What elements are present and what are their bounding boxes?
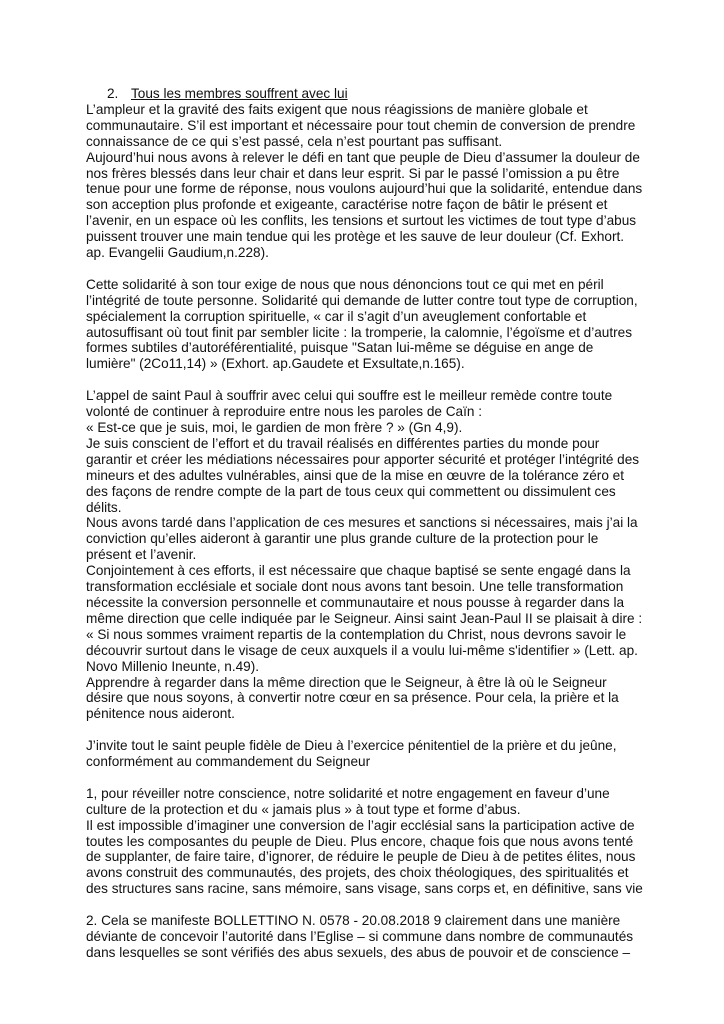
section-heading: [107, 86, 646, 102]
section-title: Tous les membres souffrent avec lui: [131, 86, 348, 101]
body-paragraph: J’invite tout le saint peuple fidèle de Dieu à l’exercice pénitentiel de la prière et du jeûne, conformément au commandement du Seigneur: [86, 738, 617, 770]
body-paragraph: Il est impossible d’imaginer une conversion de l’agir ecclésial sans la participation active de toutes les composantes du peuple de Dieu. Plus encore, chaque fois que nous avons tenté de supplanter, de faire taire, d’ignorer, de réduire le peuple de Dieu à de petites élites, nous avons construit des communautés, des projets, des choix théologiques, des spiritualités et des structures sans racine, sans mémoire, sans visage, sans corps et, en définitive, sans vie: [86, 817, 643, 897]
body-paragraph: Conjointement à ces efforts, il est nécessaire que chaque baptisé se sente engagé dans la transformation ecclésiale et sociale dont nous avons tant besoin. Une telle transformation nécessite la conversion personnelle et communautaire et nous pousse à regarder dans la même direction que celle indiquée par le Seigneur. Ainsi saint Jean-Paul II se plaisait à dire : « Si nous sommes vraiment repartis de la contemplation du Christ, nous devrons savoir le découvrir surtout dans le visage de ceux auxquels il a voulu lui-même s'identifier » (Lett. ap. Novo Millenio Ineunte, n.49).: [86, 563, 643, 674]
document-page: [86, 86, 646, 961]
paragraph-spacer: [86, 722, 646, 738]
body-paragraph: Je suis conscient de l’effort et du travail réalisés en différentes parties du monde pour garantir et créer les médiations nécessaires pour apporter sécurité et protéger l’intégrité des mineurs et des adultes vulnérables, ainsi que de la mise en œuvre de la tolérance zéro et des façons de rendre compte de la part de tous ceux qui commettent ou dissimulent ces délits.: [86, 435, 640, 515]
paragraph-spacer: [86, 372, 646, 388]
body-paragraph: Apprendre à regarder dans la même direction que le Seigneur, à être là où le Seigneur désire que nous soyons, à convertir notre cœur en sa présence. Pour cela, la prière et la pénitence nous aideront.: [86, 674, 619, 722]
section-number: 2.: [107, 86, 119, 101]
body-paragraph: Nous avons tardé dans l’application de ces mesures et sanctions si nécessaires, mais j’ai la conviction qu’elles aideront à garantir une plus grande culture de la protection pour le présent et l’avenir.: [86, 515, 638, 563]
paragraph-spacer: [86, 897, 646, 913]
paragraph-spacer: [86, 770, 646, 786]
body-paragraph: L’ampleur et la gravité des faits exigent que nous réagissions de manière globale et communautaire. S’il est important et nécessaire pour tout chemin de conversion de prendre connaissance de ce qui s’est passé, cela n’est pourtant pas suffisant.: [86, 101, 636, 149]
paragraph-spacer: [86, 261, 646, 277]
body-paragraph: L’appel de saint Paul à souffrir avec celui qui souffre est le meilleur remède contre toute volonté de continuer à reproduire entre nous les paroles de Caïn :: [86, 388, 613, 420]
body-paragraph: Cette solidarité à son tour exige de nous que nous dénoncions tout ce qui met en péril l’intégrité de toute personne. Solidarité qui demande de lutter contre tout type de corruption, spécialement la corruption spirituelle, « car il s’agit d’un aveuglement confortable et autosuffisant où tout finit par sembler licite : la tromperie, la calomnie, l’égoïsme et d’autres formes subtiles d’autoréférentialité, puisque "Satan lui-même se déguise en ange de lumière" (2Co11,14) » (Exhort. ap.Gaudete et Exsultate,n.165).: [86, 276, 638, 372]
body-paragraph: Aujourd’hui nous avons à relever le défi en tant que peuple de Dieu d’assumer la douleur de nos frères blessés dans leur chair et dans leur esprit. Si par le passé l’omission a pu être tenue pour une forme de réponse, nous voulons aujourd’hui que la solidarité, entendue dans son acception plus profonde et exigeante, caractérise notre façon de bâtir le présent et l’avenir, en un espace où les conflits, les tensions et surtout les victimes de tout type d’abus puissent trouver une main tendue qui les protège et les sauve de leur douleur (Cf. Exhort. ap. Evangelii Gaudium,n.228).: [86, 149, 643, 261]
body-paragraph: 2. Cela se manifeste BOLLETTINO N. 0578 - 20.08.2018 9 clairement dans une manière déviante de concevoir l’autorité dans l’Eglise – si commune dans nombre de communautés dans lesquelles se sont vérifiés des abus sexuels, des abus de pouvoir et de conscience –: [86, 913, 634, 960]
quotation-line: « Est-ce que je suis, moi, le gardien de mon frère ? » (Gn 4,9).: [86, 420, 463, 435]
body-paragraph: 1, pour réveiller notre conscience, notre solidarité et notre engagement en faveur d’une culture de la protection et du « jamais plus » à tout type et forme d’abus.: [86, 785, 610, 817]
